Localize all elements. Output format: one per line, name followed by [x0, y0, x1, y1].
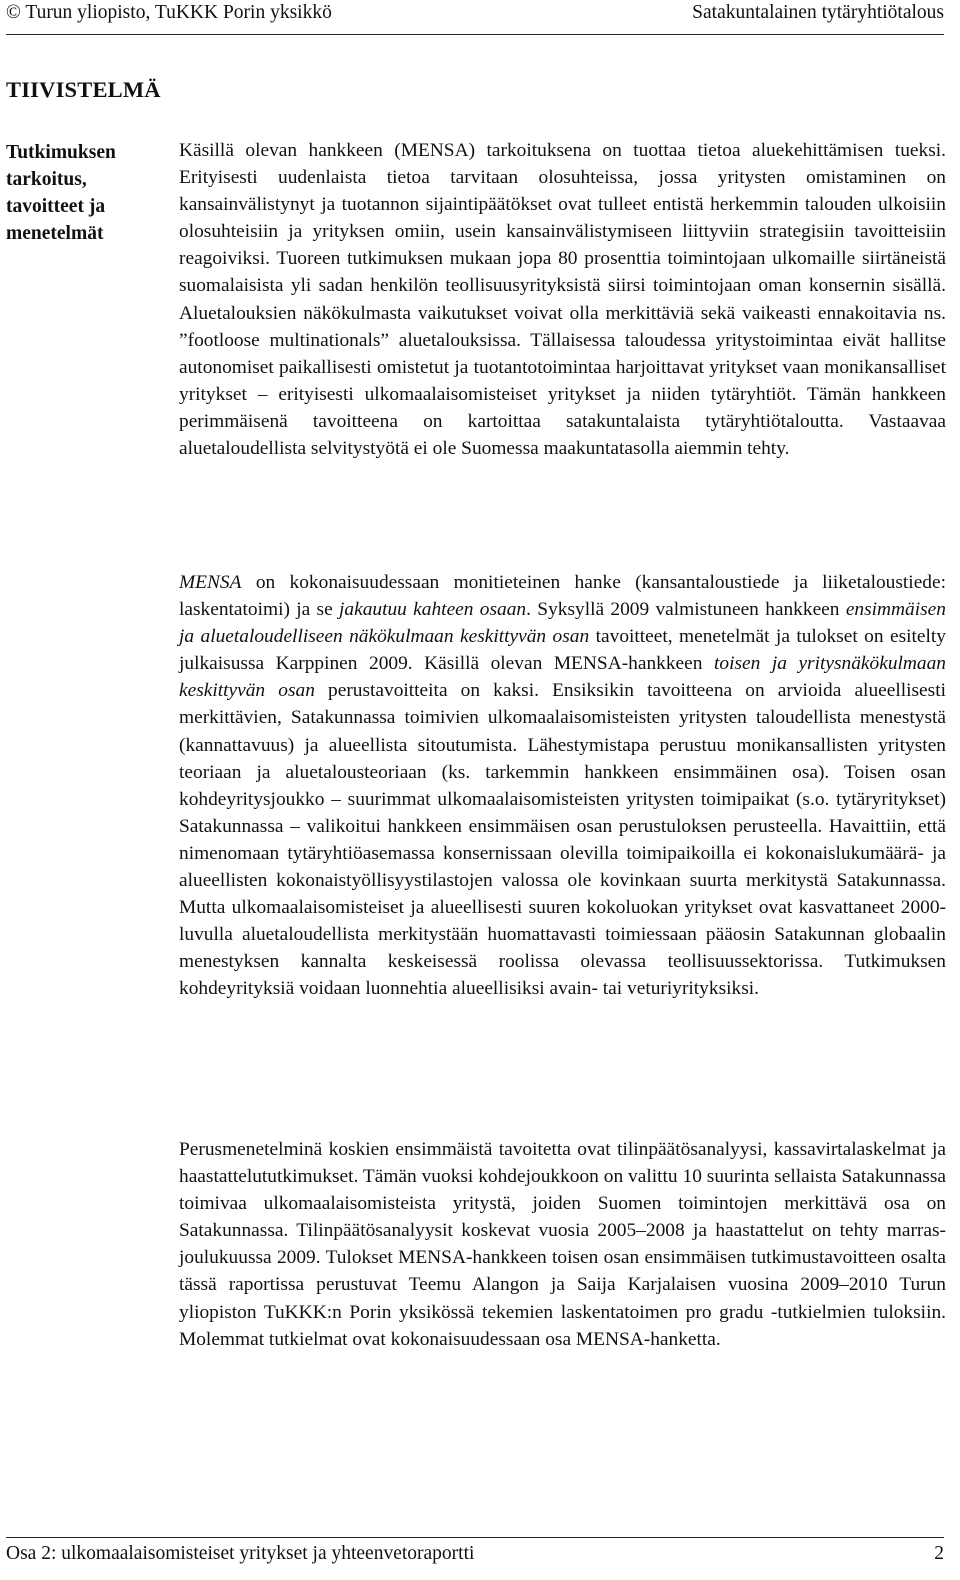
page-header [6, 0, 944, 35]
side-label-line: tarkoitus, [6, 169, 87, 190]
page-footer [6, 1537, 944, 1580]
italic-run: toisen ja yritysnäkökulmaan keskittyvän osan [179, 653, 946, 702]
side-label-line: Tutkimuksen [6, 142, 116, 163]
header-right-text: Satakuntalainen tytäryhtiötalous [692, 2, 944, 23]
footer-text: Osa 2: ulkomaalaisomisteiset yritykset ja yhteenvetoraportti [6, 1543, 475, 1564]
paragraph-1-text: Käsillä olevan hankkeen (MENSA) tarkoituksena on tuottaa tietoa aluekehittämisen tueksi. Erityisesti uudenlaista tietoa tarvitaan olosuhteissa, jossa yritysten omistaminen on kansainvälistynyt ja tuotannon sijaintipäätökset ovat tulleet entistä herkemmin talouden ulkoisiin olosuhteisiin ja yrityksen omiin, usein kansainvälistymiseen liittyviin strategisiin tavoitteisiin reagoiviksi. Tuoreen tutkimuksen mukaan jopa 80 prosenttia toimintojaan ulkomaille siirtäneistä suomalaisista yli sadan henkilön teollisuusyrityksistä siirsi toimintojaan oman konsernin sisällä. Aluetalouksien näkökulmasta vaikutukset voivat olla merkittäviä sekä vaikeasti ennakoitavia ns. ”footloose multinationals” aluetalouksissa. Tällaisessa taloudessa yritystoimintaa eivät hallitse autonomiset paikallisesti omistetut ja tuotantotoimintaa harjoittavat yritykset vaan monikansalliset yritykset – erityisesti ulkomaalaisomisteiset yritykset ja niiden tytäryhtiöt. Tämän hankkeen perimmäisenä tavoitteena on kartoittaa satakuntalaista tytäryhtiötaloutta. Vastaavaa aluetaloudellista selvitystyötä ei ole Suomessa maakuntatasolla aiemmin tehty. [179, 140, 946, 460]
text-run: . Syksyllä 2009 valmistuneen hankkeen [526, 599, 846, 621]
side-label-line: menetelmät [6, 223, 104, 244]
italic-run: jakautuu kahteen osaan [339, 599, 527, 621]
section-title: TIIVISTELMÄ [6, 77, 161, 102]
header-left-text: © Turun yliopisto, TuKKK Porin yksikkö [6, 2, 332, 23]
page-number: 2 [934, 1543, 944, 1564]
text-run: on kokonaisuudessaan monitieteinen hanke (kansantaloustiede ja liiketaloustiede: laskentatoimi) ja se [179, 572, 946, 621]
paragraph-1 [179, 137, 946, 462]
italic-run: ensimmäisen ja aluetaloudelliseen näkökulmaan keskittyvän osan [179, 599, 946, 648]
side-label [6, 139, 166, 247]
text-run: perustavoitteita on kaksi. Ensiksikin tavoitteena on arvioida alueellisesti merkittävien, Satakunnassa toimivien ulkomaalaisomisteisten yritysten taloudellista menestystä (kannattavuus) ja alueellista sitoutumista. Lähestymistapa perustuu monikansallisten yritysten teoriaan ja aluetalousteoriaan (ks. tarkemmin hankkeen ensimmäinen osa). Toisen osan kohdeyritysjoukko – suurimmat ulkomaalaisomisteisten yritysten toimipaikat (s.o. tytäryritykset) Satakunnassa – valikoitui hankkeen ensimmäisen osan perustuloksen perusteella. Havaittiin, että nimenomaan tytäryhtiöasemassa konsernissaan olevilla toimipaikoilla ei kokonaislukumäärä- ja alueellisten kokonaistyöllisyystilastojen valossa ole kovinkaan suurta merkitystä Satakunnassa. Mutta ulkomaalaisomisteiset ja alueellisesti suuren kokoluokan yritykset ovat kasvattaneet 2000-luvulla aluetaloudellista merkitystään huomattavasti toimiessaan pääosin Satakunnan globaalin menestyksen kannalta keskeisessä roolissa olevassa teollisuussektorissa. Tutkimuksen kohdeyrityksiä voidaan luonnehtia alueellisiksi avain- tai veturiyrityksiksi. [179, 680, 946, 1000]
paragraph-2-text [179, 569, 946, 1003]
text-run: tavoitteet, menetelmät ja tulokset on esitelty julkaisussa Karppinen 2009. Käsillä olevan MENSA-hankkeen [179, 626, 946, 675]
side-label-line: tavoitteet ja [6, 196, 106, 217]
paragraph-2 [179, 569, 946, 1003]
mensa-term: MENSA [179, 572, 242, 593]
paragraph-3 [179, 1136, 946, 1353]
paragraph-3-text: Perusmenetelminä koskien ensimmäistä tavoitetta ovat tilinpäätösanalyysi, kassavirtalaskelmat ja haastattelututkimukset. Tämän vuoksi kohdejoukkoon on valittu 10 suurinta sellaista Satakunnassa toimivaa ulkomaalaisomisteista yritystä, joiden Suomen toimintojen merkittävä osa on Satakunnassa. Tilinpäätösanalyysit koskevat vuosia 2005–2008 ja haastattelut on tehty marrasjoulukuussa 2009. Tulokset MENSA-hankkeen toisen osan ensimmäisen tutkimustavoitteen osalta tässä raportissa perustuvat Teemu Alangon ja Saija Karjalaisen vuosina 2009–2010 Turun yliopiston TuKKK:n Porin yksikössä tekemien laskentatoimen pro gradu -tutkielmien tuloksiin. Molemmat tutkielmat ovat kokonaisuudessaan osa MENSA-hanketta. [179, 1139, 946, 1350]
